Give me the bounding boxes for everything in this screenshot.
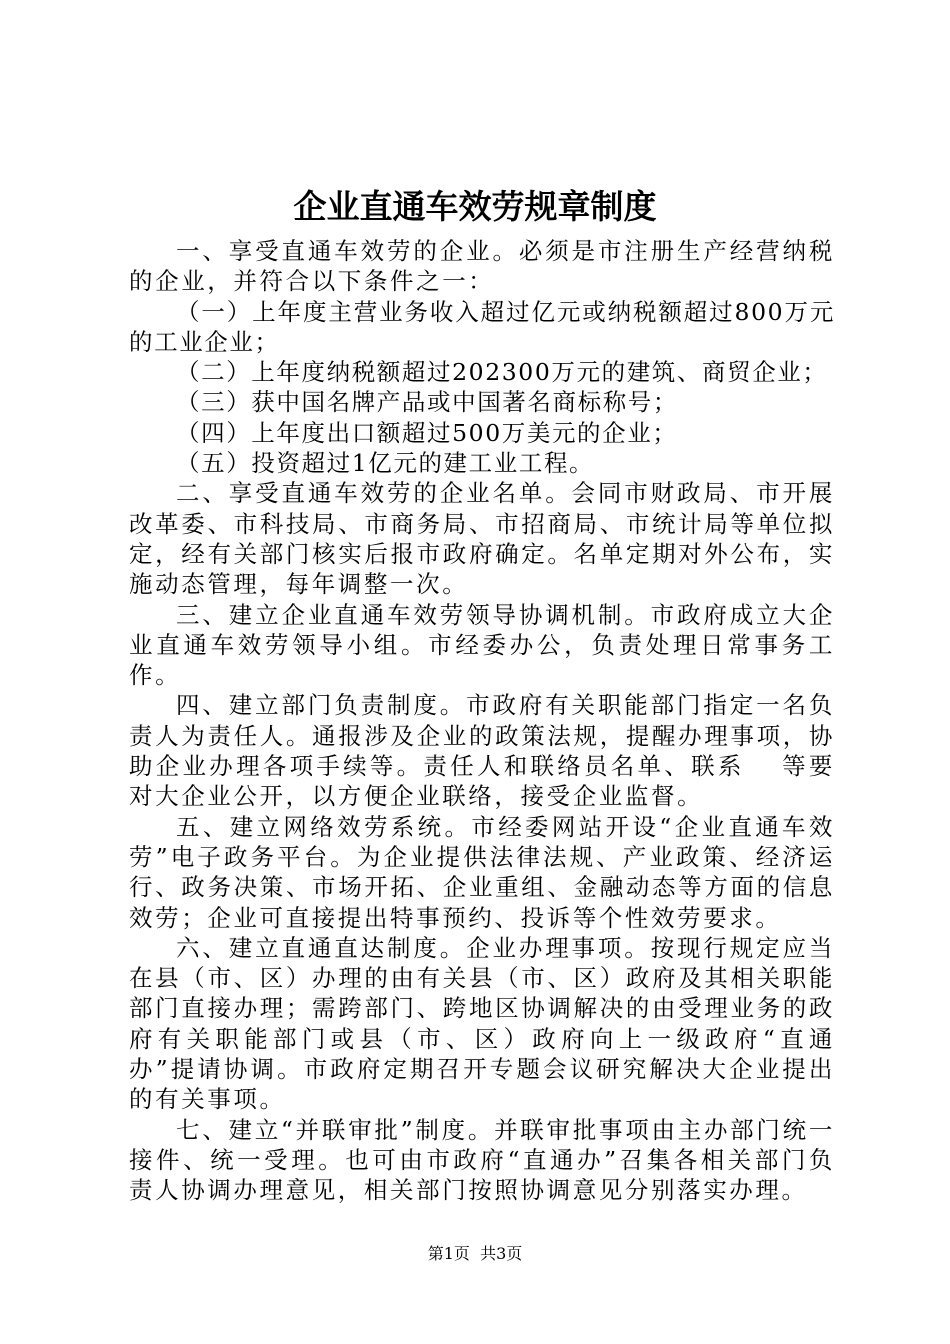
paragraph-6: 六、建立直通直达制度。企业办理事项。按现行规定应当在县（市、区）办理的由有关县（市、区）政府及其相关职能部门直接办理；需跨部门、跨地区协调解决的由受理业务的政府有关职能部门或县（市、区）政府向上一级政府“直通办”提请协调。市政府定期召开专题会议研究解决大企业提出的有关事项。 [129,933,835,1114]
paragraph-2: 二、享受直通车效劳的企业名单。会同市财政局、市开展改革委、市科技局、市商务局、市招商局、市统计局等单位拟定，经有关部门核实后报市政府确定。名单定期对外公布，实施动态管理，每年调整一次。 [129,479,835,599]
paragraph-5: 五、建立网络效劳系统。市经委网站开设“企业直通车效劳”电子政务平台。为企业提供法律法规、产业政策、经济运行、政务决策、市场开拓、企业重组、金融动态等方面的信息效劳；企业可直接提出特事预约、投诉等个性效劳要求。 [129,812,835,932]
page-footer [0,1243,950,1265]
paragraph-7: 七、建立“并联审批”制度。并联审批事项由主办部门统一接件、统一受理。也可由市政府“直通办”召集各相关部门负责人协调办理意见，相关部门按照协调意见分别落实办理。 [129,1115,835,1205]
paragraph-condition-2: （二）上年度纳税额超过202300万元的建筑、商贸企业； [176,358,828,387]
page-total: 共3页 [480,1244,523,1263]
paragraph-condition-3: （三）获中国名牌产品或中国著名商标称号； [176,388,678,417]
document-title: 企业直通车效劳规章制度 [293,187,657,226]
paragraph-condition-4: （四）上年度出口额超过500万美元的企业； [176,418,678,447]
paragraph-4: 四、建立部门负责制度。市政府有关职能部门指定一名负责人为责任人。通报涉及企业的政策法规，提醒办理事项，协助企业办理各项手续等。责任人和联络员名单、联系 等要对大企业公开，以方便企业联络，接受企业监督。 [129,691,835,811]
paragraph-1: 一、享受直通车效劳的企业。必须是市注册生产经营纳税的企业，并符合以下条件之一： [129,237,835,296]
paragraph-condition-5: （五）投资超过1亿元的建工业工程。 [176,449,595,478]
document-body [129,236,835,1206]
paragraph-condition-1: （一）上年度主营业务收入超过亿元或纳税额超过800万元的工业企业； [129,297,835,356]
paragraph-3: 三、建立企业直通车效劳领导协调机制。市政府成立大企业直通车效劳领导小组。市经委办公，负责处理日常事务工作。 [129,600,835,690]
page-number: 第1页 [427,1244,470,1263]
